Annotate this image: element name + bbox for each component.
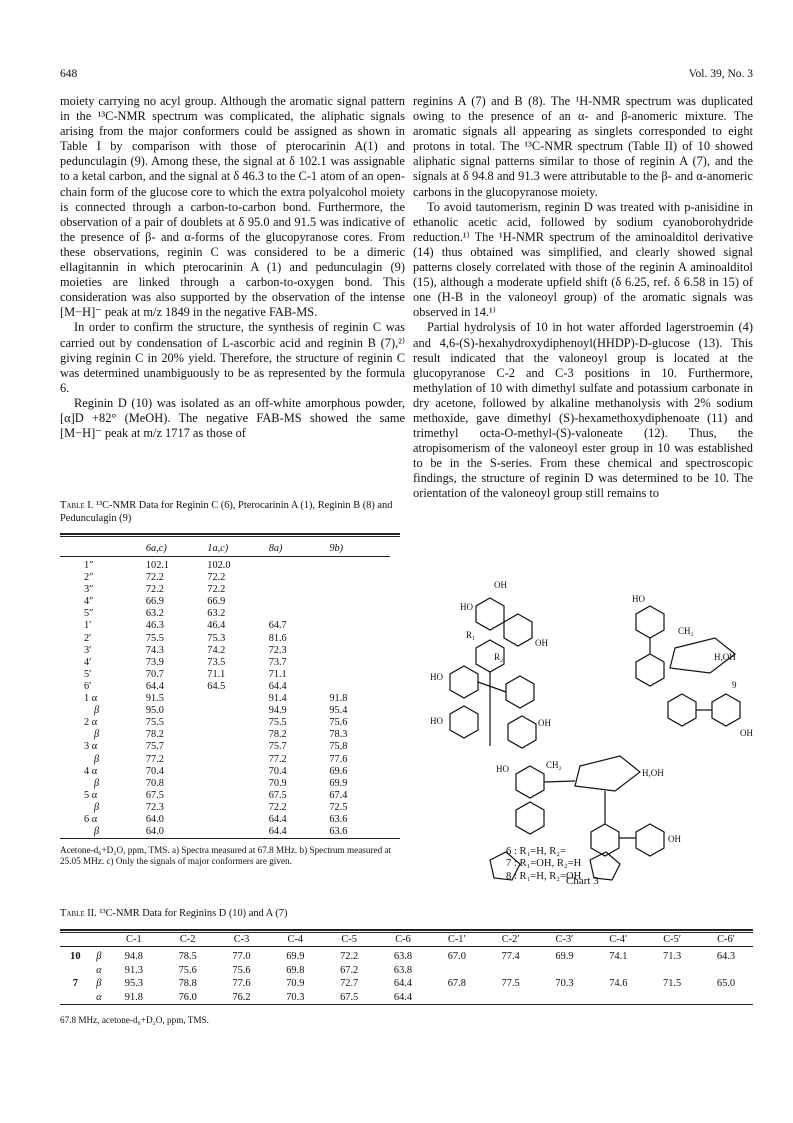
table-cell: 102.1	[145, 560, 170, 571]
table-row	[60, 645, 390, 657]
table-cell: β	[94, 705, 100, 717]
table-cell: 70.7	[145, 668, 164, 680]
left-column	[60, 94, 405, 441]
table-cell	[207, 790, 268, 802]
table-cell: 72.2	[340, 951, 359, 963]
table-cell: 74.6	[609, 978, 628, 990]
table-cell	[591, 964, 645, 978]
label-oh-2: OH	[535, 638, 548, 648]
table-cell: 63.8	[393, 964, 413, 976]
table-row	[60, 991, 753, 1005]
table-2-bottom-rule	[60, 1004, 753, 1005]
table-cell: 70.3	[286, 991, 305, 1003]
table-cell: 78.2	[268, 729, 287, 741]
table-row	[60, 964, 753, 978]
table-cell: 72.7	[340, 978, 359, 990]
table-cell: 77.4	[501, 951, 520, 963]
table-cell	[269, 572, 330, 584]
table-cell: 71.1	[268, 668, 287, 680]
table-cell: 3″	[84, 584, 94, 596]
table-cell	[207, 802, 268, 814]
label-oh-5: OH	[538, 718, 551, 728]
table-cell	[269, 608, 330, 620]
table-cell: 74.2	[207, 644, 226, 656]
table-cell: 7	[72, 978, 78, 990]
table-cell: 77.5	[501, 978, 520, 990]
table-row	[60, 705, 390, 717]
legend-compound-8: 8 : R₁=H, R₂=OH	[506, 870, 582, 882]
table-cell: 76.2	[232, 991, 251, 1003]
table-cell	[699, 964, 753, 978]
table-cell: 4′	[84, 656, 92, 668]
table-cell: 64.4	[393, 991, 413, 1003]
table-cell: 81.6	[268, 632, 287, 644]
structure-9	[636, 606, 740, 726]
table-cell: 64.4	[145, 680, 164, 692]
table-1	[60, 500, 400, 867]
table-cell	[329, 596, 390, 608]
table-cell: 75.5	[268, 717, 287, 729]
table-cell	[329, 572, 390, 584]
table-cell	[538, 964, 592, 978]
table-row	[60, 657, 390, 669]
table-cell: 75.7	[145, 741, 164, 753]
table-cell: 63.2	[207, 608, 226, 620]
table-cell: 75.7	[268, 741, 287, 753]
table-cell: 63.6	[329, 826, 348, 838]
table-cell: 74.1	[609, 951, 628, 963]
table-cell	[329, 608, 390, 620]
table-cell: 77.2	[268, 753, 287, 765]
table-row	[60, 572, 390, 584]
table-cell: 72.5	[329, 801, 348, 813]
table-cell: 91.8	[124, 991, 143, 1003]
table-cell: 1″	[84, 560, 94, 571]
table-2-column-header: C-5′	[663, 933, 682, 945]
table-2-column-header	[60, 933, 91, 947]
table-2-column-header: C-6′	[717, 933, 735, 945]
table-cell	[430, 964, 484, 978]
table-row	[60, 778, 390, 790]
right-column	[413, 94, 753, 502]
table-row	[60, 950, 753, 964]
table-cell: 75.5	[145, 717, 164, 729]
table-cell	[329, 633, 390, 645]
table-cell: 1 α	[84, 693, 98, 705]
table-cell: 72.3	[145, 801, 164, 813]
left-paragraph-2: In order to confirm the structure, the synthesis of reginin C was carried out by condensation of L-ascorbic acid and reginin B (7),²⁾ giving reginin C in 20% yield. Therefore, the structure of reginin C was determined unambiguously to be as represented by the formula 6.	[60, 320, 405, 395]
table-cell: 76.0	[178, 991, 197, 1003]
label-oh-10: OH	[668, 834, 681, 844]
table-cell	[269, 596, 330, 608]
label-ho-3: HO	[430, 672, 443, 682]
table-cell: 71.1	[207, 668, 226, 680]
table-cell: 67.4	[329, 789, 348, 801]
table-cell: 95.4	[329, 705, 348, 717]
table-cell: β	[96, 978, 102, 990]
table-cell: 64.7	[268, 620, 287, 632]
table-2-column-header: C-6	[395, 933, 411, 945]
table-cell: 63.2	[145, 608, 164, 620]
table-cell: 2 α	[84, 717, 98, 729]
table-2-title: ¹³C-NMR Data for Reginins D (10) and A (7)	[99, 908, 288, 919]
table-1-column-header: 1a,c)	[207, 543, 229, 554]
table-2-caption	[60, 908, 753, 921]
table-cell: 77.0	[232, 951, 251, 963]
table-1-column-header: 9b)	[329, 543, 344, 554]
table-cell	[484, 964, 538, 978]
table-cell: 5′	[84, 668, 92, 680]
table-cell: 78.5	[178, 951, 197, 963]
table-cell: 67.5	[268, 789, 287, 801]
table-cell: 73.7	[268, 656, 287, 668]
table-cell	[207, 717, 268, 729]
table-row	[60, 826, 390, 838]
table-cell: 69.8	[286, 964, 305, 976]
table-cell: 1′	[84, 620, 92, 632]
table-cell: 63.8	[393, 951, 413, 963]
table-cell: 64.4	[268, 826, 287, 838]
table-1-grid	[60, 541, 390, 838]
table-cell	[329, 645, 390, 657]
left-paragraph-1: moiety carrying no acyl group. Although the aromatic signal pattern in the ¹³C-NMR spectrum was complicated, the aliphatic signals arising from the major conformers could be assigned as shown in Table I by comparison with those of pterocarinin A(1) and pedunculagin (9). Among these, the signal at δ 102.1 was assignable to a ketal carbon, and the signal at δ 46.3 to the C-1 atom of an open-chain form of the glucose core to which the extra polyalcohol moiety is connected through a carbon-to-carbon bond. Furthermore, the observation of a pair of doublets at δ 95.0 and 91.5 was indicative of the presence of β- and α-forms of the glucopyranose cores. From these observations, reginin C was considered to be a dimeric ellagitannin in which pterocarinin A (1) and pedunculagin (9) moieties are linked through a carbon-to-oxygen bond. This consideration was also supported by the observation of the intense [M−H]⁻ peak at m/z 1849 in the negative FAB-MS.	[60, 94, 405, 320]
table-cell	[207, 754, 268, 766]
table-cell: 64.4	[393, 978, 413, 990]
table-cell: 3′	[84, 644, 92, 656]
table-cell: 64.0	[145, 813, 164, 825]
table-cell: 75.8	[329, 741, 348, 753]
table-cell: 73.9	[145, 656, 164, 668]
table-cell: 71.3	[663, 951, 682, 963]
table-cell	[60, 991, 91, 1005]
table-cell: 94.8	[124, 951, 143, 963]
table-1-top-rule	[60, 533, 400, 537]
right-paragraph-2: To avoid tautomerism, reginin D was treated with p-anisidine in ethanolic acetic acid, followed by sodium cyanoborohydride reduction.¹⁾ The ¹H-NMR spectrum of the aminoalditol derivative (14) thus obtained was simplified, and clearly showed signal patterns closely correlated with those of the reginin A aminoalditol (15), although a moderate upfield shift (δ 6.25, ref. δ 6.58 in 15) of one (H-B in the valoneoyl group) of the aromatic signals was observed in 14.¹⁾	[413, 199, 753, 320]
label-ho-6: HO	[496, 764, 509, 774]
table-2-column-header	[91, 933, 107, 947]
label-r1: R₁	[466, 630, 476, 640]
table-cell: 67.5	[340, 991, 359, 1003]
table-cell: 5 α	[84, 789, 98, 801]
journal-volume: Vol. 39, No. 3	[688, 68, 753, 80]
table-cell: 95.0	[145, 705, 164, 717]
table-cell: 70.4	[268, 765, 287, 777]
table-cell: 91.4	[268, 693, 287, 705]
table-2-footnote: 67.8 MHz, acetone-d₆+D₂O, ppm, TMS.	[60, 1015, 209, 1025]
table-cell: 69.9	[329, 777, 348, 789]
table-cell: 4 α	[84, 765, 98, 777]
table-cell: 4″	[84, 596, 94, 608]
table-row	[60, 560, 390, 572]
table-cell: 64.4	[268, 680, 287, 692]
page-number: 648	[60, 68, 78, 80]
table-cell: 75.5	[145, 632, 164, 644]
table-2-column-header: C-4	[287, 933, 304, 945]
table-cell: 72.2	[207, 572, 226, 584]
table-cell: 65.0	[716, 978, 736, 990]
table-cell: 75.6	[232, 964, 251, 976]
chart-3-structures	[410, 566, 753, 896]
table-cell	[207, 778, 268, 790]
table-cell	[329, 620, 390, 632]
table-cell: 70.8	[145, 777, 164, 789]
table-cell: 102.0	[207, 560, 231, 571]
table-cell: 67.5	[145, 789, 164, 801]
table-cell	[329, 681, 390, 693]
table-2-column-header: C-1	[126, 933, 142, 945]
table-2-column-header: C-3′	[555, 933, 574, 945]
table-cell: β	[94, 753, 100, 765]
table-cell: 77.6	[329, 753, 348, 765]
table-cell: 70.3	[555, 978, 574, 990]
table-row	[60, 669, 390, 681]
label-oh-9: OH	[740, 728, 753, 738]
table-cell: β	[94, 826, 100, 838]
table-cell: 91.3	[124, 964, 143, 976]
table-cell: 66.9	[145, 596, 164, 608]
table-row	[60, 741, 390, 753]
table-cell: 67.8	[447, 978, 466, 990]
table-cell: 78.2	[145, 729, 164, 741]
table-cell: 64.3	[716, 951, 736, 963]
table-cell: 69.6	[329, 765, 348, 777]
table-cell: 72.3	[268, 644, 287, 656]
table-cell	[329, 584, 390, 596]
table-row	[60, 596, 390, 608]
table-row	[60, 584, 390, 596]
table-1-footnote: Acetone-d₆+D₂O, ppm, TMS. a) Spectra measured at 67.8 MHz. b) Spectrum measured at 25.05 MHz. c) Only the signals of major conformers are given.	[60, 845, 392, 867]
table-cell: 73.5	[207, 656, 226, 668]
table-2-column-header: C-1′	[447, 933, 466, 945]
table-2-column-header: C-2	[179, 933, 196, 945]
table-row	[60, 693, 390, 705]
table-cell: 78.8	[178, 978, 197, 990]
table-cell: 2′	[84, 632, 92, 644]
table-cell	[329, 657, 390, 669]
table-cell	[329, 560, 390, 572]
table-cell: 10	[70, 951, 81, 963]
table-cell	[60, 964, 91, 978]
table-cell	[207, 705, 268, 717]
table-cell: 46.4	[207, 620, 226, 632]
table-row	[60, 814, 390, 826]
table-1-caption	[60, 500, 400, 525]
table-2-header-row	[60, 933, 753, 947]
table-row	[60, 790, 390, 802]
table-row	[60, 608, 390, 620]
table-cell	[699, 991, 753, 1005]
table-cell: 70.9	[268, 777, 287, 789]
table-cell	[591, 991, 645, 1005]
table-cell: 67.0	[447, 951, 466, 963]
table-cell: 77.6	[232, 978, 251, 990]
table-cell: 75.3	[207, 632, 226, 644]
table-cell	[207, 826, 268, 838]
table-cell	[269, 584, 330, 596]
structure-6-7-8	[450, 598, 536, 748]
table-cell: 64.0	[145, 826, 164, 838]
table-1-column-header: 6a,c)	[145, 543, 167, 554]
table-cell: β	[94, 729, 100, 741]
table-row	[60, 729, 390, 741]
table-2	[60, 908, 753, 1026]
label-hoh-10: H,OH	[642, 768, 664, 778]
label-ho-4: HO	[430, 716, 443, 726]
table-cell	[207, 766, 268, 778]
table-cell: α	[96, 991, 102, 1003]
table-1-column-header	[60, 541, 146, 557]
table-row	[60, 802, 390, 814]
table-cell: β	[96, 951, 102, 963]
table-cell	[484, 991, 538, 1005]
right-paragraph-3: Partial hydrolysis of 10 in hot water afforded lagerstroemin (4) and 4,6-(S)-hexahydroxydiphenoyl(HHDP)-D-glucose (13). This result indicated that the valoneoyl group is located at the glucopyranose C-2 and C-3 positions in 10. Furthermore, methylation of 10 with dimethyl sulfate and potassium carbonate in dry acetone, followed by alkaline methanolysis with 2% sodium methoxide, gave dimethyl (S)-hexamethoxydiphenoate (11) and trimethyl octa-O-methyl-(S)-valoneate (12). Thus, the atropisomerism of the valoneoyl ester group in 10 was established to be in the S-series. From these chemical and spectroscopic findings, the structure of reginin D was determined to be 10. The orientation of the valoneoyl group still remains to	[413, 320, 753, 501]
table-cell: 75.6	[178, 964, 197, 976]
table-cell: 2″	[84, 572, 94, 584]
table-cell: 95.3	[124, 978, 143, 990]
table-cell: β	[94, 777, 100, 789]
table-cell: 72.2	[145, 572, 164, 584]
table-cell: 69.9	[555, 951, 574, 963]
table-1-column-header: 8a)	[268, 543, 283, 554]
table-cell: 70.4	[145, 765, 164, 777]
table-2-column-header: C-5	[341, 933, 357, 945]
label-oh-top: OH	[494, 580, 507, 590]
table-cell: 6′	[84, 680, 92, 692]
table-cell	[430, 991, 484, 1005]
label-r2: R₂	[494, 652, 504, 662]
table-cell	[207, 693, 268, 705]
table-cell: α	[96, 964, 102, 976]
table-row	[60, 766, 390, 778]
table-2-column-header: C-4′	[609, 933, 628, 945]
table-cell	[207, 741, 268, 753]
label-hoh-9: H,OH	[714, 652, 736, 662]
table-1-bottom-rule	[60, 838, 400, 839]
table-cell	[207, 729, 268, 741]
table-cell: 3 α	[84, 741, 98, 753]
table-cell: 64.4	[268, 813, 287, 825]
table-2-label: Table II.	[60, 908, 97, 919]
label-ho-1: HO	[460, 602, 473, 612]
table-cell: β	[94, 801, 100, 813]
compound-9-label: 9	[732, 680, 737, 690]
right-paragraph-1: reginins A (7) and B (8). The ¹H-NMR spectrum was duplicated owing to the presence of an α- and β-anomeric mixture. The aromatic signals all appearing as singlets corresponded to eight protons in total. The ¹³C-NMR spectrum (Table II) of 10 showed aliphatic signal patterns similar to those of reginin A (7), and the signals at δ 94.8 and 91.3 were attributable to the β- and α-anomeric carbons in the glucopyranose moiety.	[413, 94, 753, 199]
table-cell: 94.9	[268, 705, 287, 717]
table-cell: 64.5	[207, 680, 226, 692]
table-cell: 72.2	[268, 801, 287, 813]
table-cell: 71.5	[663, 978, 682, 990]
table-cell	[207, 814, 268, 826]
legend-compound-6: 6 : R₁=H, R₂=	[506, 846, 566, 857]
table-cell: 77.2	[145, 753, 164, 765]
table-cell: 46.3	[145, 620, 164, 632]
label-ho-9: HO	[632, 594, 645, 604]
table-2-column-header: C-3	[233, 933, 250, 945]
table-cell: 91.8	[329, 693, 348, 705]
table-row	[60, 977, 753, 991]
table-cell: 78.3	[329, 729, 348, 741]
left-paragraph-3: Reginin D (10) was isolated as an off-white amorphous powder, [α]D +82° (MeOH). The negative FAB-MS showed the same [M−H]⁻ peak at m/z 1717 as those of	[60, 395, 405, 441]
table-cell: 5″	[84, 608, 94, 620]
table-cell: 66.9	[207, 596, 226, 608]
table-row	[60, 620, 390, 632]
table-cell: 72.2	[145, 584, 164, 596]
table-row	[60, 633, 390, 645]
table-row	[60, 717, 390, 729]
table-1-header-row	[60, 541, 390, 557]
chart-3-caption: Chart 3	[566, 875, 599, 887]
label-ch2-9: CH₂	[678, 626, 694, 636]
table-cell: 67.2	[340, 964, 359, 976]
table-1-title: ¹³C-NMR Data for Reginin C (6), Pterocarinin A (1), Reginin B (8) and Pedunculagin (9)	[60, 500, 393, 524]
table-1-label: Table I.	[60, 500, 94, 511]
table-cell: 75.6	[329, 717, 348, 729]
table-2-column-header: C-2′	[501, 933, 520, 945]
table-row	[60, 681, 390, 693]
table-cell: 63.6	[329, 813, 348, 825]
table-cell: 70.9	[286, 978, 305, 990]
legend-compound-7: 7 : R₁=OH, R₂=H	[506, 858, 582, 870]
table-row	[60, 754, 390, 766]
table-cell	[645, 991, 699, 1005]
table-cell: 72.2	[207, 584, 226, 596]
table-cell	[538, 991, 592, 1005]
label-ch2-10: CH₂	[546, 760, 562, 770]
table-cell: 6 α	[84, 813, 98, 825]
table-cell	[269, 560, 330, 572]
table-cell	[329, 669, 390, 681]
table-cell: 69.9	[286, 951, 305, 963]
table-cell: 74.3	[145, 644, 164, 656]
table-2-grid	[60, 933, 753, 1005]
table-cell	[645, 964, 699, 978]
table-cell: 91.5	[145, 693, 164, 705]
